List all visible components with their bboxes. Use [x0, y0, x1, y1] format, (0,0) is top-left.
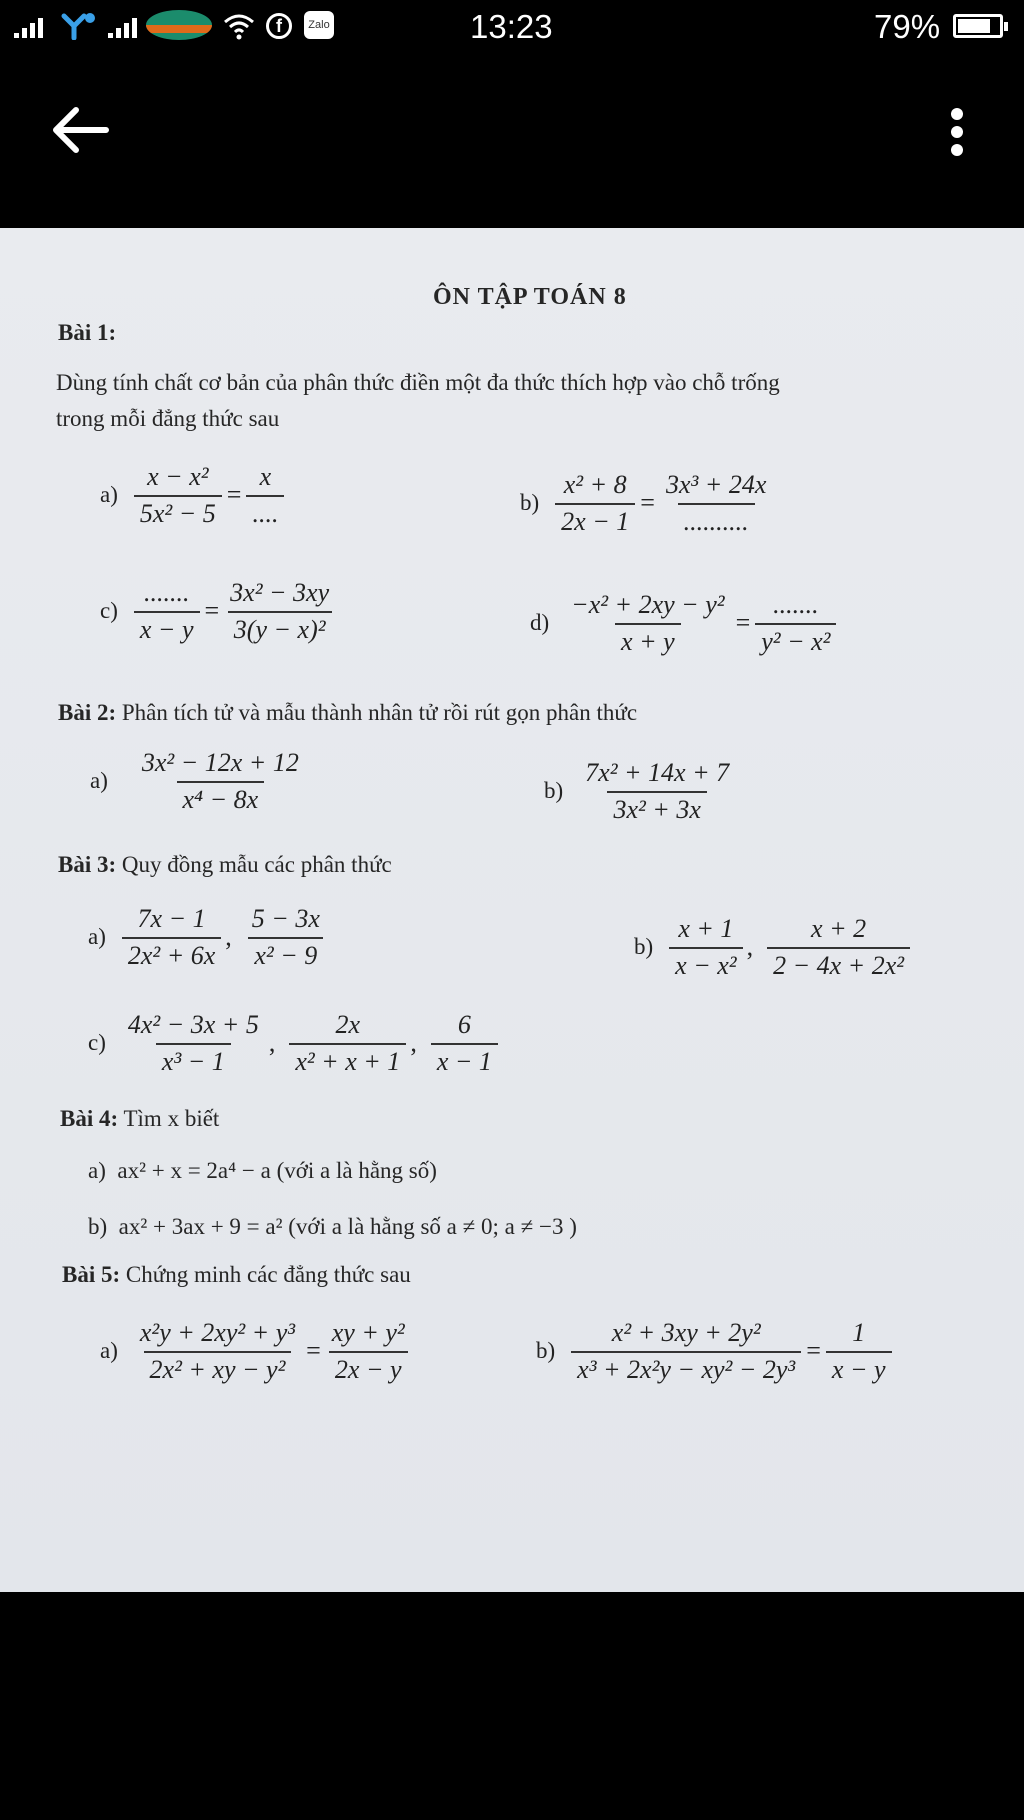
doc-title: ÔN TẬP TOÁN 8 [433, 284, 627, 310]
denominator: x − x² [669, 947, 742, 981]
fraction [326, 1318, 411, 1385]
denominator: x − y [826, 1351, 892, 1385]
denominator: x³ + 2x²y − xy² − 2y³ [571, 1351, 801, 1385]
fraction [134, 1318, 301, 1385]
bai5-text: Chứng minh các đẳng thức sau [125, 1262, 411, 1287]
fraction [755, 590, 836, 657]
numerator: ....... [773, 590, 819, 619]
item-label: a) [100, 482, 118, 508]
bai2-a [90, 748, 307, 815]
fraction [571, 1318, 801, 1385]
operator: , [225, 922, 232, 952]
bai1-b [520, 470, 774, 537]
denominator: 3x² + 3x [607, 791, 706, 825]
bai4-heading: Bài 4: [60, 1106, 119, 1131]
numerator: x + 1 [678, 914, 734, 943]
numerator: x [259, 462, 272, 491]
numerator: x²y + 2xy² + y³ [139, 1318, 296, 1347]
item-label: b) [520, 490, 540, 516]
bai2-heading: Bài 2: [58, 700, 117, 725]
bai1-a [100, 462, 286, 529]
denominator: 5x² − 5 [134, 495, 222, 529]
fraction [289, 1010, 406, 1077]
fraction [565, 590, 730, 657]
item-label: b) [634, 934, 654, 960]
data-icon [60, 10, 102, 40]
numerator: x − x² [147, 462, 209, 491]
item-label: b) [536, 1338, 556, 1364]
item-label: a) [90, 768, 108, 794]
denominator: 2x² + 6x [122, 937, 221, 971]
denominator: 2x − y [329, 1351, 408, 1385]
item-label: c) [100, 598, 118, 624]
bai3-a [88, 904, 328, 971]
bai3-c [88, 1010, 500, 1077]
numerator: 3x² − 12x + 12 [141, 748, 299, 777]
denominator: x³ − 1 [156, 1043, 231, 1077]
numerator: 7x² + 14x + 7 [585, 758, 730, 787]
denominator: 2x² + xy − y² [144, 1351, 292, 1385]
fraction [669, 914, 742, 981]
numerator: x + 2 [811, 914, 867, 943]
fraction [767, 914, 910, 981]
bai4-a-text: ax² + x = 2a⁴ − a (với a là hằng số) [117, 1158, 437, 1183]
item-label: d) [530, 610, 550, 636]
operator: , [268, 1028, 276, 1058]
item-label: b) [544, 778, 564, 804]
operator: = [226, 480, 242, 510]
fraction [224, 578, 335, 645]
denominator: y² − x² [755, 623, 836, 657]
bai4-a [88, 1158, 437, 1184]
numerator: x² + 3xy + 2y² [611, 1318, 761, 1347]
item-label: a) [88, 924, 106, 950]
denominator: x² + x + 1 [289, 1043, 406, 1077]
more-vertical-icon[interactable] [940, 104, 974, 168]
operator: = [204, 596, 220, 626]
numerator: 1 [852, 1318, 866, 1347]
zalo-icon: Zalo [304, 11, 334, 39]
bai2-b [544, 758, 737, 825]
denominator: x⁴ − 8x [177, 781, 265, 815]
document-photo [0, 228, 1024, 1592]
denominator: x − 1 [431, 1043, 498, 1077]
carrier-icon [146, 10, 212, 40]
denominator: x − y [134, 611, 200, 645]
wifi-icon [222, 12, 256, 40]
bai4-b [88, 1214, 577, 1240]
bai2-text: Phân tích tử và mẫu thành nhân tử rồi rút gọn phân thức [121, 700, 638, 725]
battery-percent: 79% [874, 8, 941, 45]
denominator: 2 − 4x + 2x² [767, 947, 910, 981]
fraction [122, 1010, 265, 1077]
numerator: x² + 8 [563, 470, 627, 499]
fraction [660, 470, 772, 537]
bai1-d [530, 590, 838, 657]
denominator: x² − 9 [248, 937, 323, 971]
numerator: xy + y² [331, 1318, 405, 1347]
numerator: 2x [335, 1010, 361, 1039]
numerator: 6 [457, 1010, 471, 1039]
denominator: x + y [615, 623, 681, 657]
bai1-text-line1: Dùng tính chất cơ bản của phân thức điền một đa thức thích hợp vào chỗ trống [56, 370, 780, 395]
operator: = [640, 488, 655, 518]
bai1-c [100, 578, 337, 645]
numerator: 5 − 3x [251, 904, 320, 933]
operator: = [806, 1336, 821, 1366]
denominator: 2x − 1 [555, 503, 635, 537]
fraction [826, 1318, 892, 1385]
fraction [136, 748, 305, 815]
fraction [122, 904, 221, 971]
numerator: 3x² − 3xy [230, 578, 330, 607]
bai1-text-line2: trong mỗi đẳng thức sau [56, 406, 280, 431]
status-time: 13:23 [470, 8, 553, 45]
operator: , [410, 1028, 417, 1058]
bai3-heading: Bài 3: [58, 852, 117, 877]
bai1-heading: Bài 1: [58, 320, 117, 345]
facebook-icon: f [266, 13, 292, 39]
numerator: 3x³ + 24x [665, 470, 767, 499]
bai5-heading: Bài 5: [62, 1262, 121, 1287]
item-label: a) [100, 1338, 118, 1364]
bai5-a [100, 1318, 413, 1385]
fraction [246, 904, 326, 971]
denominator: 3(y − x)² [228, 611, 332, 645]
operator: , [746, 932, 754, 962]
operator: = [735, 608, 751, 638]
item-label: c) [88, 1030, 106, 1056]
item-label: b) [88, 1214, 108, 1239]
operator: = [306, 1336, 321, 1366]
bai5-line [62, 1262, 411, 1288]
fraction [431, 1010, 498, 1077]
arrow-left-icon[interactable] [48, 98, 112, 162]
denominator: .......... [678, 503, 755, 537]
signal-icon [14, 18, 43, 38]
signal-icon [108, 18, 137, 38]
bai3-b [634, 914, 912, 981]
bai3-text: Quy đồng mẫu các phân thức [121, 852, 392, 877]
status-bar [0, 0, 1024, 52]
numerator: −x² + 2xy − y² [571, 590, 725, 619]
fraction [246, 462, 284, 529]
viewer-toolbar [0, 52, 1024, 228]
bai4-line [60, 1106, 219, 1132]
bai4-text: Tìm x biết [123, 1106, 220, 1131]
fraction [555, 470, 635, 537]
bai5-b [536, 1318, 894, 1385]
fraction [134, 578, 200, 645]
numerator: ....... [143, 578, 190, 607]
denominator: .... [246, 495, 284, 529]
bai2-line [58, 700, 637, 726]
battery-icon [953, 14, 1003, 38]
numerator: 4x² − 3x + 5 [127, 1010, 259, 1039]
bai3-line [58, 852, 392, 878]
bai4-b-text: ax² + 3ax + 9 = a² (với a là hằng số a ≠ 0; a ≠ −3 ) [118, 1214, 577, 1239]
numerator: 7x − 1 [137, 904, 206, 933]
item-label: a) [88, 1158, 106, 1183]
fraction [134, 462, 222, 529]
fraction [579, 758, 735, 825]
